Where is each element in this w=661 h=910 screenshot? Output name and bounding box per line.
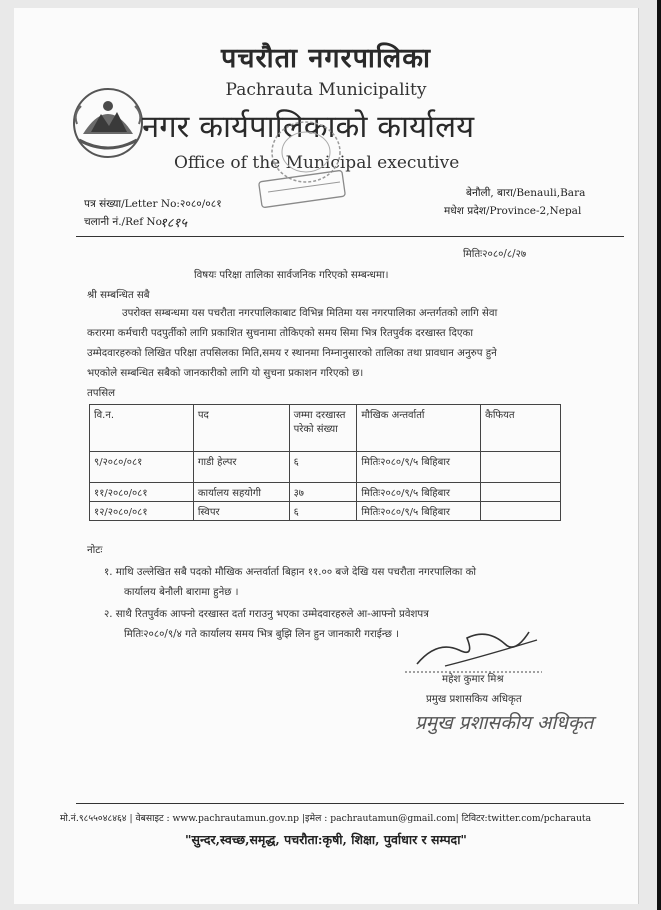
body-line: उपरोक्त सम्बन्धमा यस पचरौता नगरपालिकाबाट विभिन्न मितिमा यस नगरपालिका अन्तर्गतको लागि सेवा — [122, 308, 498, 319]
letter-number: पत्र संख्या/Letter No:२०८०/०८१ — [84, 198, 222, 210]
handwritten-designation-stamp: प्रमुख प्रशासकीय अधिकृत — [415, 712, 594, 734]
body-line: उम्मेदवारहरुको लिखित परिक्षा तपसिलका मिति,समय र स्थानमा निम्नानुसारको तालिका तथा प्रावधान अनुरुप हुने — [87, 348, 497, 359]
table-cell: स्विपर — [193, 502, 289, 521]
letter-page — [14, 8, 639, 904]
table-cell: मितिः२०८०/९/५ बिहिबार — [357, 502, 481, 521]
body-line: करारमा कर्मचारी पदपुर्तीको लागि प्रकाशित सुचनामा तोकिएको समय सिमा भित्र रितपुर्वक दरखास्त दिएका — [87, 328, 473, 339]
table-header-cell: कैफियत — [481, 405, 561, 452]
table-cell — [481, 502, 561, 521]
official-stamp-icon — [244, 118, 364, 210]
reference-number-label: चलानी नं./Ref No: — [84, 216, 166, 228]
table-cell: १२/२०८०/०८१ — [90, 502, 194, 521]
nepal-emblem-icon — [69, 84, 147, 162]
office-name-nepali: नगर कार्यपालिकाको कार्यालय — [142, 109, 475, 145]
reference-number-handwritten: १८१५ — [160, 216, 188, 231]
table-cell: ३७ — [289, 483, 357, 502]
footer-slogan: "सुन्दर,स्वच्छ,समृद्ध, पचरौता:कृषी, शिक्षा, पुर्वाधार र सम्पदा" — [185, 832, 467, 847]
body-line: भएकोले सम्बन्धित सबैको जानकारीको लागि यो सुचना प्रकाशन गरिएको छ। — [87, 368, 364, 379]
table-cell — [481, 452, 561, 483]
exam-schedule-table — [89, 404, 561, 521]
table-header-cell: वि.न. — [90, 405, 194, 452]
footer-divider — [76, 803, 624, 804]
table-cell: कार्यालय सहयोगी — [193, 483, 289, 502]
letter-salutation: श्री सम्बन्धित सबै — [87, 290, 150, 301]
table-cell: गाडी हेल्पर — [193, 452, 289, 483]
note-line: मितिः२०८०/९/४ गते कार्यालय समय भित्र बुझि लिन हुन जानकारी गराईन्छ । — [124, 629, 399, 640]
page-edge-shadow — [657, 0, 661, 910]
signatory-title: प्रमुख प्रशासकिय अधिकृत — [426, 694, 522, 705]
header-divider — [76, 236, 624, 237]
footer-contact: मो.नं.९८५५०४८४६४ | वेबसाइट : www.pachrautamun.gov.np |इमेल : pachrautamun@gmail.com| टिविटर:twitter.com/pcharauta — [60, 813, 592, 824]
table-row — [90, 452, 561, 483]
letter-date: मितिः२०८०/८/२७ — [463, 249, 527, 260]
table-header-cell: मौखिक अन्तर्वार्ता — [357, 405, 481, 452]
note-line: कार्यालय बेनौली बारामा हुनेछ । — [124, 587, 239, 598]
table-row — [90, 483, 561, 502]
municipality-name-nepali: पचरौता नगरपालिका — [221, 43, 431, 74]
note-line: १. माथि उल्लेखित सबै पदको मौखिक अन्तर्वार्ता बिहान ११.०० बजे देखि यस पचरौता नगरपालिका को — [104, 567, 477, 578]
table-cell: मितिः२०८०/९/५ बिहिबार — [357, 483, 481, 502]
municipality-name-english: Pachrauta Municipality — [225, 80, 427, 100]
table-header-cell: पद — [193, 405, 289, 452]
table-row — [90, 502, 561, 521]
table-cell: मितिः२०८०/९/५ बिहिबार — [357, 452, 481, 483]
signatory-name: महेश कुमार मिश्र — [442, 674, 504, 685]
office-address: बेनौली, बारा/Benauli,Bara — [466, 187, 586, 199]
tapsil-label: तपसिल — [87, 388, 116, 399]
table-header-row — [90, 405, 561, 452]
notes-label: नोटः — [87, 545, 103, 556]
note-line: २. साथै रितपुर्वक आफ्नो दरखास्त दर्ता गराउनु भएका उम्मेदवारहरुले आ-आफ्नो प्रवेशपत्र — [104, 609, 429, 620]
office-province: मधेश प्रदेश/Province-2,Nepal — [444, 205, 582, 217]
table-cell: ६ — [289, 452, 357, 483]
office-name-english: Office of the Municipal executive — [174, 153, 460, 173]
table-header-cell: जम्मा दरखास्त परेको संख्या — [289, 405, 357, 452]
table-cell: ६ — [289, 502, 357, 521]
table-cell — [481, 483, 561, 502]
table-cell: ११/२०८०/०८१ — [90, 483, 194, 502]
table-cell: ९/२०८०/०८१ — [90, 452, 194, 483]
letter-subject: विषयः परिक्षा तालिका सार्वजनिक गरिएको सम्बन्धमा। — [194, 270, 389, 281]
